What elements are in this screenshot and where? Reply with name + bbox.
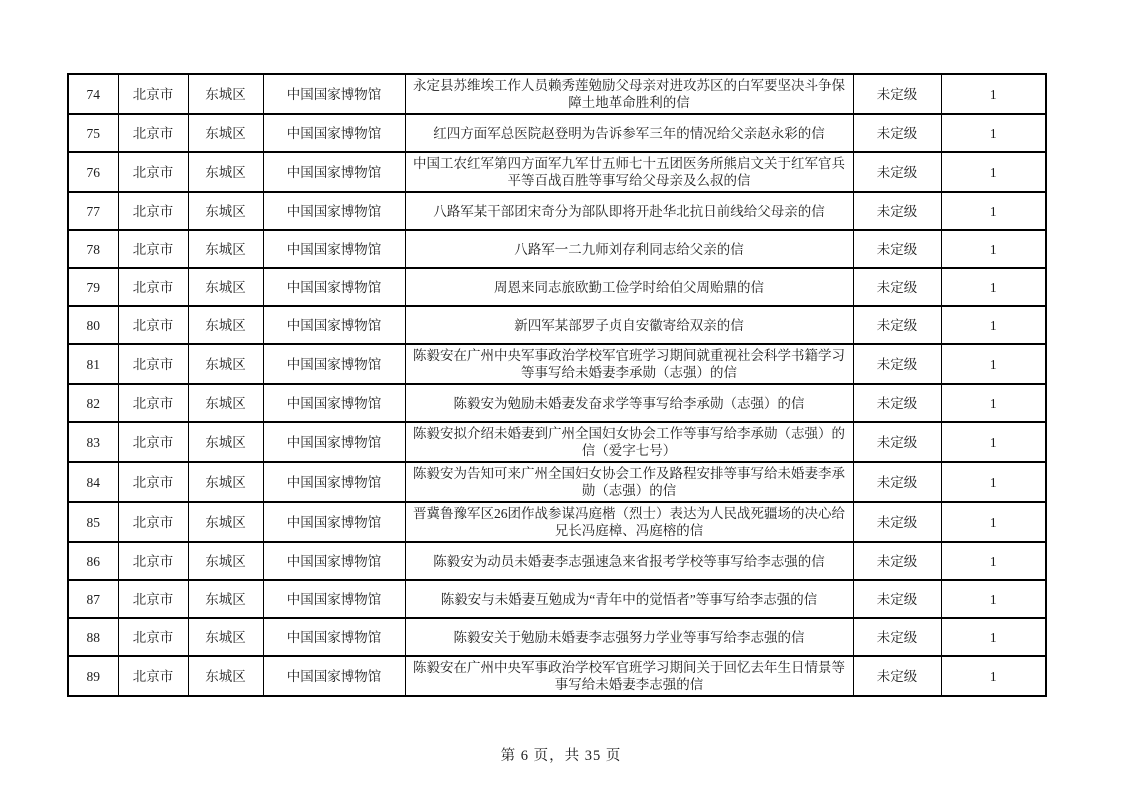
cell-province: 北京市 (118, 74, 188, 114)
cell-count: 1 (941, 542, 1046, 580)
cell-district: 东城区 (188, 230, 263, 268)
cell-count: 1 (941, 384, 1046, 422)
cell-grade: 未定级 (853, 306, 941, 344)
cell-no: 87 (68, 580, 118, 618)
cell-museum: 中国国家博物馆 (263, 306, 405, 344)
cell-district: 东城区 (188, 580, 263, 618)
cell-no: 83 (68, 422, 118, 462)
cell-title: 晋冀鲁豫军区26团作战参谋冯庭楷（烈士）表达为人民战死疆场的决心给兄长冯庭樟、冯庭榕的信 (405, 502, 853, 542)
cell-district: 东城区 (188, 542, 263, 580)
cell-title: 陈毅安在广州中央军事政治学校军官班学习期间关于回忆去年生日情景等事写给未婚妻李志强的信 (405, 656, 853, 696)
cell-province: 北京市 (118, 502, 188, 542)
cell-province: 北京市 (118, 462, 188, 502)
cell-no: 77 (68, 192, 118, 230)
cell-grade: 未定级 (853, 618, 941, 656)
cell-museum: 中国国家博物馆 (263, 618, 405, 656)
cell-district: 东城区 (188, 268, 263, 306)
cell-district: 东城区 (188, 152, 263, 192)
cell-grade: 未定级 (853, 656, 941, 696)
cell-grade: 未定级 (853, 502, 941, 542)
cell-count: 1 (941, 580, 1046, 618)
cell-title: 新四军某部罗子贞自安徽寄给双亲的信 (405, 306, 853, 344)
cell-museum: 中国国家博物馆 (263, 344, 405, 384)
cell-district: 东城区 (188, 344, 263, 384)
cell-count: 1 (941, 74, 1046, 114)
cell-count: 1 (941, 502, 1046, 542)
cell-count: 1 (941, 192, 1046, 230)
cell-province: 北京市 (118, 152, 188, 192)
cell-province: 北京市 (118, 384, 188, 422)
cell-district: 东城区 (188, 192, 263, 230)
cell-district: 东城区 (188, 656, 263, 696)
cell-district: 东城区 (188, 462, 263, 502)
cell-title: 永定县苏维埃工作人员赖秀莲勉励父母亲对进攻苏区的白军要坚决斗争保障土地革命胜利的信 (405, 74, 853, 114)
cell-count: 1 (941, 114, 1046, 152)
cell-district: 东城区 (188, 502, 263, 542)
table-row (68, 230, 1046, 268)
cell-museum: 中国国家博物馆 (263, 74, 405, 114)
cell-museum: 中国国家博物馆 (263, 580, 405, 618)
cell-count: 1 (941, 422, 1046, 462)
records-table-body (68, 74, 1046, 696)
cell-district: 东城区 (188, 114, 263, 152)
cell-title: 中国工农红军第四方面军九军廿五师七十五团医务所熊启文关于红军官兵平等百战百胜等事写给父母亲及么叔的信 (405, 152, 853, 192)
table-row (68, 192, 1046, 230)
cell-title: 陈毅安拟介绍未婚妻到广州全国妇女协会工作等事写给李承勋（志强）的信（爱字七号） (405, 422, 853, 462)
cell-count: 1 (941, 306, 1046, 344)
cell-museum: 中国国家博物馆 (263, 542, 405, 580)
cell-grade: 未定级 (853, 152, 941, 192)
cell-grade: 未定级 (853, 344, 941, 384)
table-row (68, 384, 1046, 422)
cell-grade: 未定级 (853, 384, 941, 422)
cell-province: 北京市 (118, 580, 188, 618)
cell-title: 陈毅安与未婚妻互勉成为“青年中的觉悟者”等事写给李志强的信 (405, 580, 853, 618)
cell-grade: 未定级 (853, 422, 941, 462)
cell-no: 89 (68, 656, 118, 696)
cell-title: 周恩来同志旅欧勤工俭学时给伯父周贻鼎的信 (405, 268, 853, 306)
page-footer: 第 6 页，共 35 页 (500, 748, 622, 764)
cell-province: 北京市 (118, 618, 188, 656)
cell-count: 1 (941, 618, 1046, 656)
cell-title: 陈毅安为动员未婚妻李志强速急来省报考学校等事写给李志强的信 (405, 542, 853, 580)
cell-no: 86 (68, 542, 118, 580)
cell-grade: 未定级 (853, 462, 941, 502)
cell-province: 北京市 (118, 542, 188, 580)
cell-province: 北京市 (118, 306, 188, 344)
cell-title: 八路军一二九师刘存利同志给父亲的信 (405, 230, 853, 268)
cell-museum: 中国国家博物馆 (263, 114, 405, 152)
cell-province: 北京市 (118, 230, 188, 268)
cell-district: 东城区 (188, 74, 263, 114)
cell-title: 陈毅安在广州中央军事政治学校军官班学习期间就重视社会科学书籍学习等事写给未婚妻李承勋（志强）的信 (405, 344, 853, 384)
table-row (68, 618, 1046, 656)
table-row (68, 74, 1046, 114)
cell-district: 东城区 (188, 618, 263, 656)
table-row (68, 114, 1046, 152)
cell-no: 81 (68, 344, 118, 384)
cell-grade: 未定级 (853, 114, 941, 152)
table-row (68, 152, 1046, 192)
cell-count: 1 (941, 462, 1046, 502)
cell-grade: 未定级 (853, 580, 941, 618)
cell-count: 1 (941, 344, 1046, 384)
cell-count: 1 (941, 230, 1046, 268)
table-row (68, 502, 1046, 542)
records-table (67, 73, 1047, 697)
cell-museum: 中国国家博物馆 (263, 384, 405, 422)
cell-province: 北京市 (118, 344, 188, 384)
cell-no: 79 (68, 268, 118, 306)
cell-district: 东城区 (188, 306, 263, 344)
cell-province: 北京市 (118, 268, 188, 306)
table-row (68, 306, 1046, 344)
cell-title: 陈毅安为勉励未婚妻发奋求学等事写给李承勋（志强）的信 (405, 384, 853, 422)
cell-province: 北京市 (118, 422, 188, 462)
cell-province: 北京市 (118, 114, 188, 152)
cell-grade: 未定级 (853, 542, 941, 580)
table-row (68, 656, 1046, 696)
cell-title: 陈毅安为告知可来广州全国妇女协会工作及路程安排等事写给未婚妻李承勋（志强）的信 (405, 462, 853, 502)
cell-museum: 中国国家博物馆 (263, 152, 405, 192)
table-row (68, 422, 1046, 462)
cell-count: 1 (941, 656, 1046, 696)
cell-province: 北京市 (118, 192, 188, 230)
cell-no: 78 (68, 230, 118, 268)
cell-count: 1 (941, 268, 1046, 306)
cell-museum: 中国国家博物馆 (263, 502, 405, 542)
table-row (68, 344, 1046, 384)
cell-title: 八路军某干部团宋奇分为部队即将开赴华北抗日前线给父母亲的信 (405, 192, 853, 230)
cell-museum: 中国国家博物馆 (263, 462, 405, 502)
cell-no: 88 (68, 618, 118, 656)
cell-count: 1 (941, 152, 1046, 192)
cell-title: 红四方面军总医院赵登明为告诉参军三年的情况给父亲赵永彩的信 (405, 114, 853, 152)
cell-museum: 中国国家博物馆 (263, 268, 405, 306)
cell-province: 北京市 (118, 656, 188, 696)
cell-title: 陈毅安关于勉励未婚妻李志强努力学业等事写给李志强的信 (405, 618, 853, 656)
cell-no: 75 (68, 114, 118, 152)
cell-no: 85 (68, 502, 118, 542)
table-row (68, 542, 1046, 580)
cell-grade: 未定级 (853, 268, 941, 306)
cell-no: 76 (68, 152, 118, 192)
cell-museum: 中国国家博物馆 (263, 422, 405, 462)
cell-district: 东城区 (188, 384, 263, 422)
cell-museum: 中国国家博物馆 (263, 192, 405, 230)
table-row (68, 580, 1046, 618)
cell-grade: 未定级 (853, 192, 941, 230)
cell-no: 82 (68, 384, 118, 422)
cell-no: 84 (68, 462, 118, 502)
cell-museum: 中国国家博物馆 (263, 656, 405, 696)
table-row (68, 268, 1046, 306)
cell-no: 80 (68, 306, 118, 344)
table-row (68, 462, 1046, 502)
cell-grade: 未定级 (853, 230, 941, 268)
cell-no: 74 (68, 74, 118, 114)
cell-museum: 中国国家博物馆 (263, 230, 405, 268)
cell-grade: 未定级 (853, 74, 941, 114)
cell-district: 东城区 (188, 422, 263, 462)
